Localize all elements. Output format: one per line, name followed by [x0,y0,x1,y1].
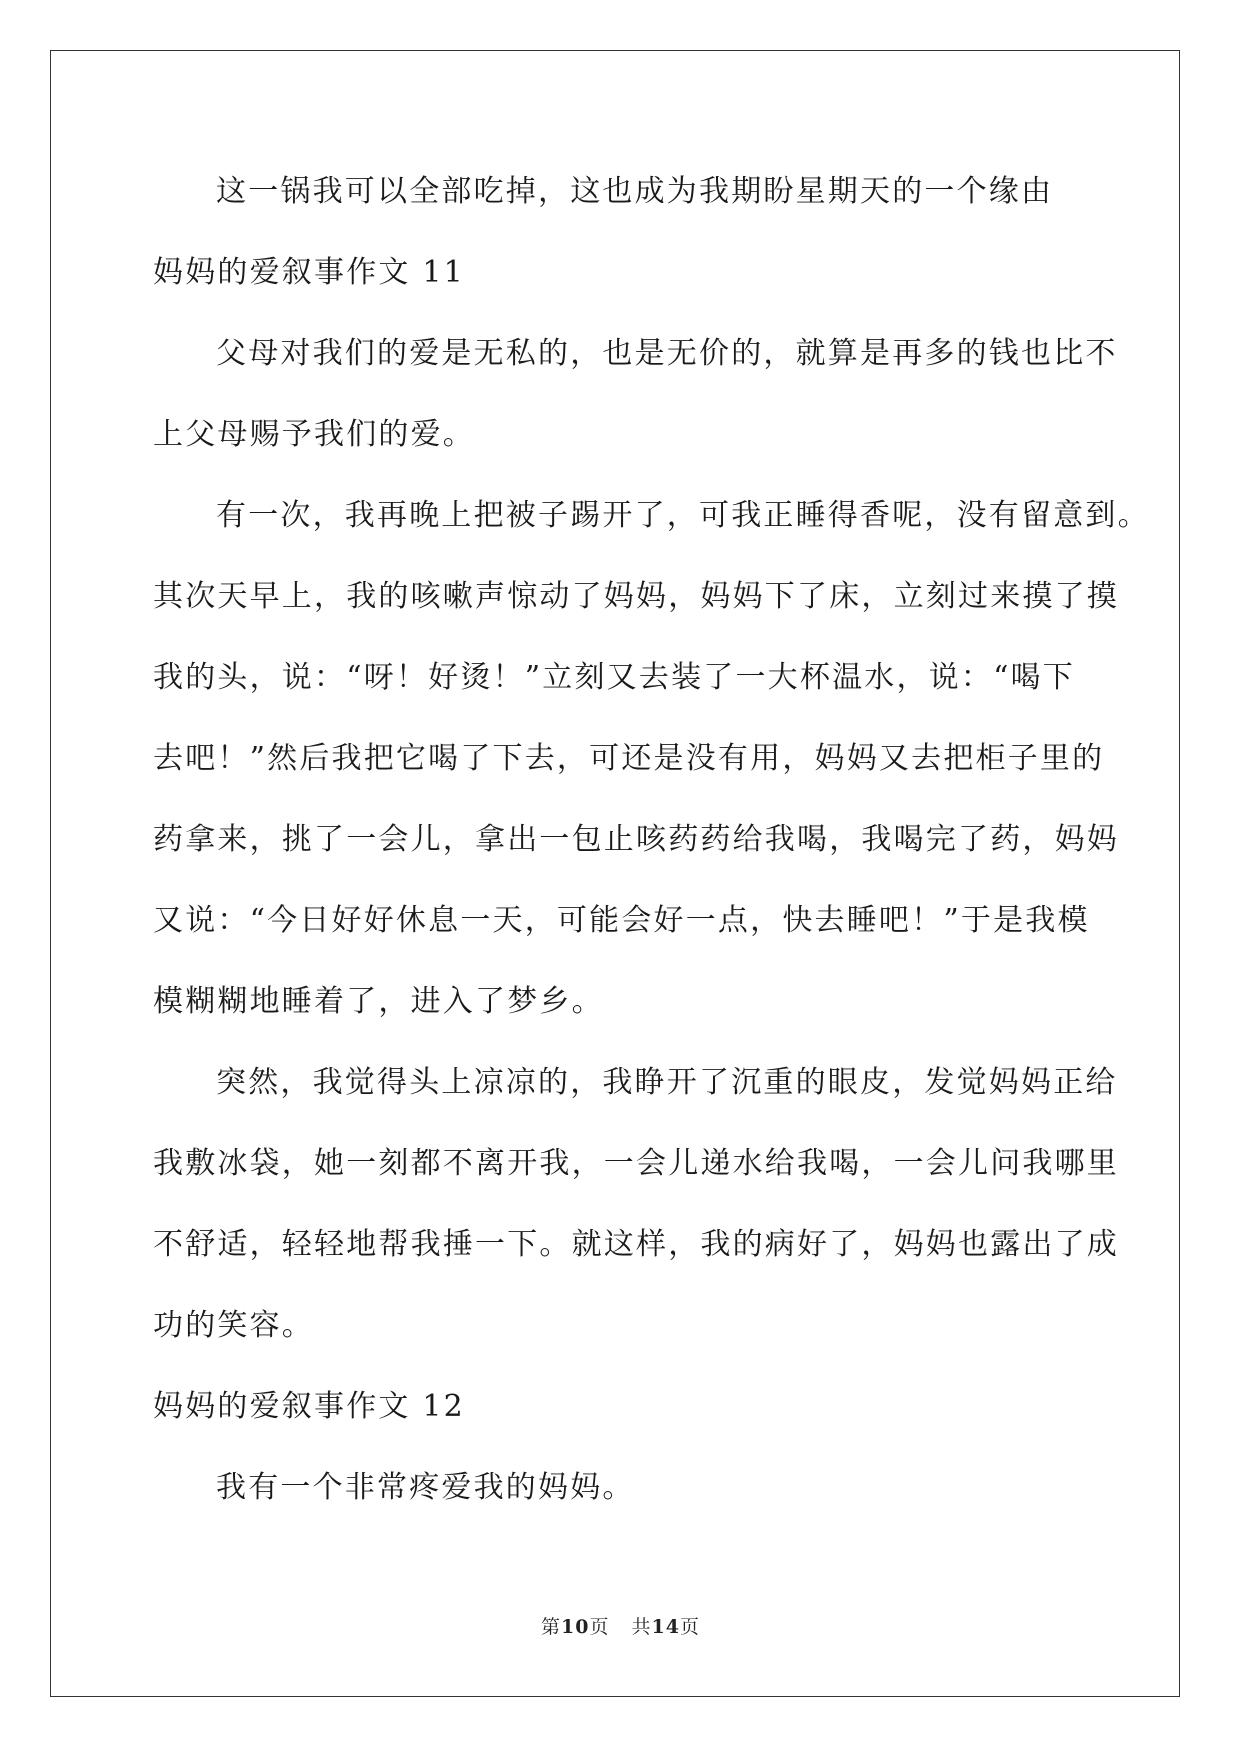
footer-prefix: 第 [541,1616,562,1638]
section-heading: 妈妈的爱叙事作文 11 [153,255,465,290]
text-line: 又说：“今日好好休息一天，可能会好一点，快去睡吧！”于是我模 [153,903,1090,938]
text-line: 药拿来，挑了一会儿，拿出一包止咳药药给我喝，我喝完了药，妈妈 [153,822,1119,857]
text-line: 这一锅我可以全部吃掉，这也成为我期盼星期天的一个缘由 [216,174,1054,209]
text-line: 模糊糊地睡着了，进入了梦乡。 [153,984,604,1019]
text-line: 功的笑容。 [153,1308,314,1343]
text-line: 有一次，我再晚上把被子踢开了，可我正睡得香呢，没有留意到。 [216,498,1150,533]
text-line: 突然，我觉得头上凉凉的，我睁开了沉重的眼皮，发觉妈妈正给 [216,1065,1118,1100]
text-line: 不舒适，轻轻地帮我捶一下。就这样，我的病好了，妈妈也露出了成 [153,1227,1119,1262]
page-footer [0,1612,1241,1639]
page-number: 10 [561,1616,590,1638]
text-line: 我的头，说：“呀！好烫！”立刻又去装了一大杯温水，说：“喝下 [153,660,1076,695]
footer-page-suffix: 页 [589,1616,610,1638]
footer-total-suffix: 页 [679,1616,700,1638]
text-line: 父母对我们的爱是无私的，也是无价的，就算是再多的钱也比不 [216,336,1118,371]
document-body [153,165,1150,1542]
text-line: 去吧！”然后我把它喝了下去，可还是没有用，妈妈又去把柜子里的 [153,741,1105,776]
section-heading: 妈妈的爱叙事作文 12 [153,1389,465,1424]
text-line: 我有一个非常疼爱我的妈妈。 [216,1470,635,1505]
footer-total-prefix: 共 [631,1616,652,1638]
text-line: 其次天早上，我的咳嗽声惊动了妈妈，妈妈下了床，立刻过来摸了摸 [153,579,1119,614]
text-line: 上父母赐予我们的爱。 [153,417,475,452]
total-pages: 14 [651,1616,680,1638]
text-line: 我敷冰袋，她一刻都不离开我，一会儿递水给我喝，一会儿问我哪里 [153,1146,1119,1181]
